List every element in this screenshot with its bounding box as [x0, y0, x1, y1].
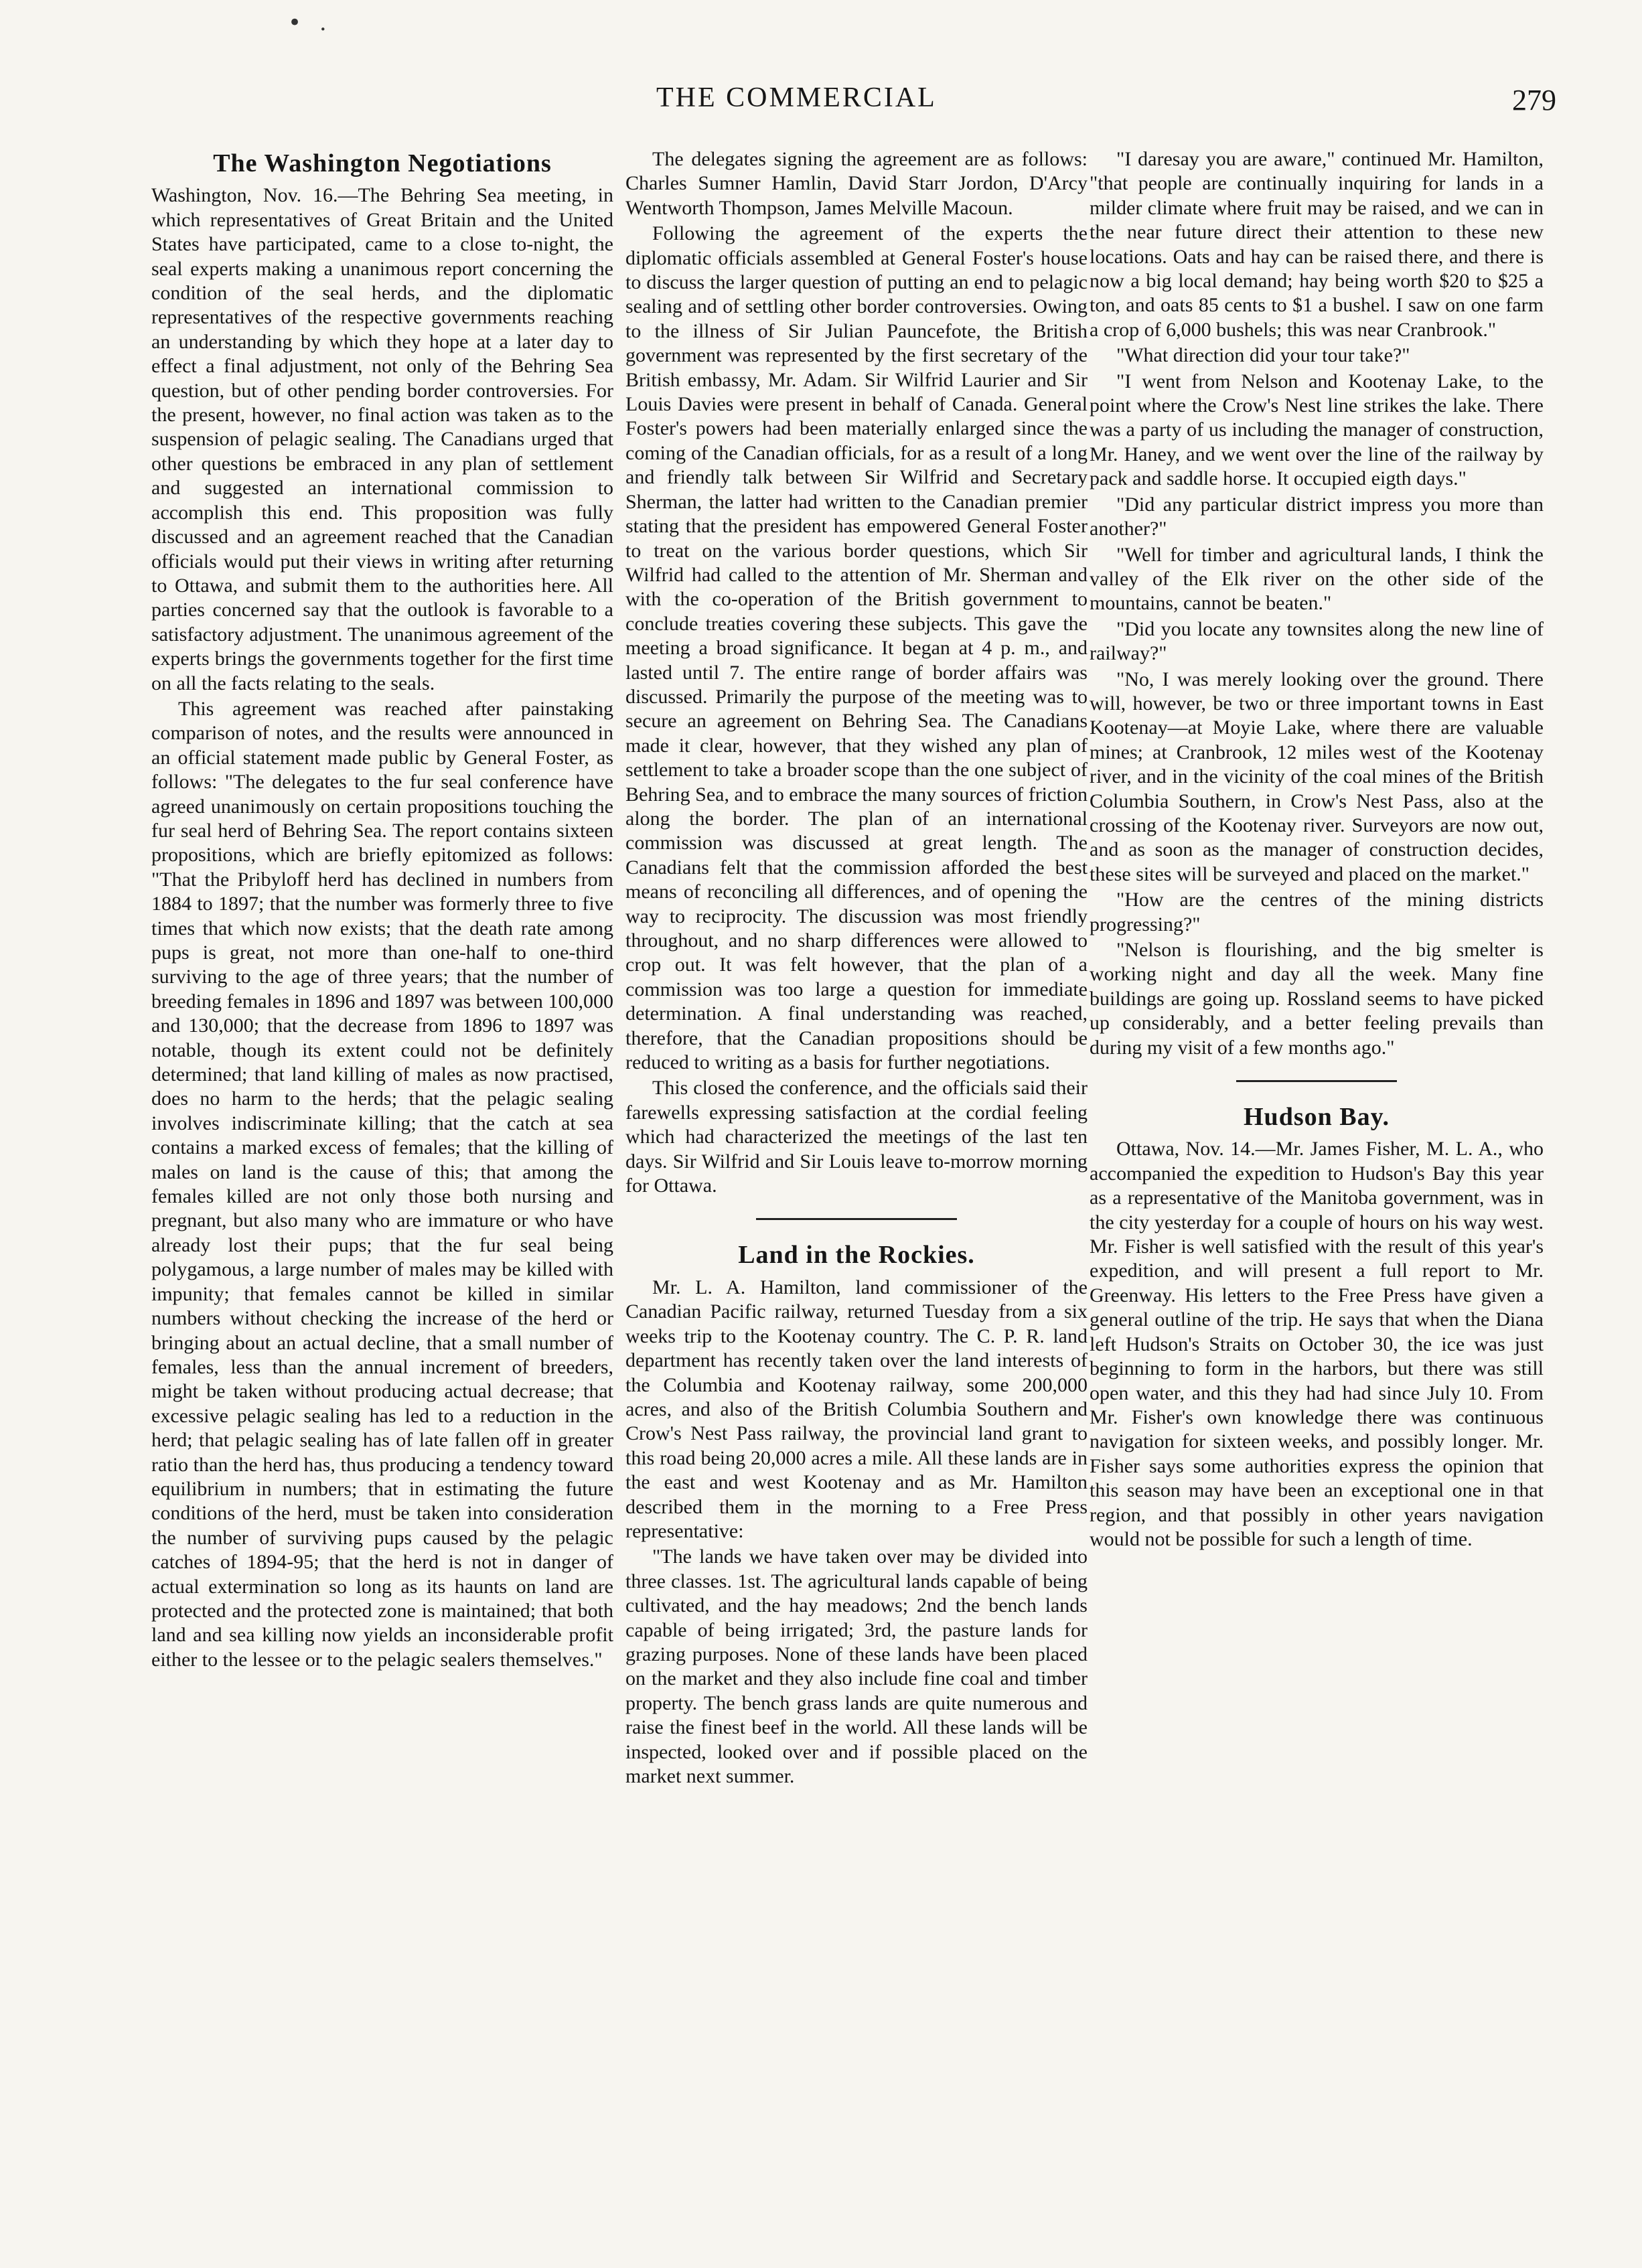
article-title-rockies: Land in the Rockies. — [738, 1241, 975, 1270]
running-head — [0, 82, 1642, 129]
rockies-paragraph-11: "Nelson is flourishing, and the big smelter is working night and day all the week. Many fine buildings are going up. Rossland seems to have picked up considerably, and a better feeling prevails than during my visit of a few months ago." — [1090, 939, 1544, 1059]
rockies-paragraph-9: "No, I was merely looking over the ground. There will, however, be two or three important towns in East Kootenay—at Moyie Lake, where there are valuable mines; at Cranbrook, 12 miles west of the Kootenay river, and in the vicinity of the coal mines of the British Columbia Southern, in Crow's Nest Pass, also at the crossing of the Kootenay river. Surveyors are now out, and as soon as the manager of construction decides, these sites will be surveyed and placed on the market." — [1090, 668, 1544, 885]
journal-title: THE COMMERCIAL — [656, 82, 937, 113]
rockies-paragraph-6: "Did any particular district impress you more than another?" — [1090, 493, 1544, 540]
washington-paragraph-5: This closed the conference, and the officials said their farewells expressing satisfaction at the cordial feeling which had characterized the meetings of the last ten days. Sir Wilfrid and Sir Louis leave to-morrow morning for Ottawa. — [625, 1077, 1088, 1197]
article-title-hudson: Hudson Bay. — [1244, 1103, 1390, 1132]
rockies-paragraph-4: "What direction did your tour take?" — [1116, 344, 1410, 367]
rockies-paragraph-5: "I went from Nelson and Kootenay Lake, to the point where the Crow's Nest line strikes the lake. There was a party of us including the manager of construction, Mr. Haney, and we went over the line of the railway by pack and saddle horse. It occupied eigth days." — [1090, 370, 1544, 490]
hudson-paragraph-1: Ottawa, Nov. 14.—Mr. James Fisher, M. L. A., who accompanied the expedition to Hudson's Bay this year as a representative of the Manitoba government, was in the city yesterday for a couple of hours on his way west. Mr. Fisher is well satisfied with the result of this year's expedition, and will present a full report to Mr. Greenway. His letters to the Free Press have given a general outline of the trip. He says that when the Diana left Hudson's Straits on October 30, the ice was just beginning to form in the harbors, but there was still open water, and this they had had since July 10. From Mr. Fisher's own knowledge there was continuous navigation for sixteen weeks, and possibly longer. Mr. Fisher says some authorities express the opinion that this season may have been an exceptional one in that region, and that possibly in other years navigation would not be possible for such a length of time. — [1090, 1138, 1544, 1550]
rockies-paragraph-2: "The lands we have taken over may be divided into three classes. 1st. The agricultural lands capable of being cultivated, and the hay meadows; 2nd the bench lands capable of being irrigated; 3rd, the pasture lands for grazing purposes. None of these lands have been placed on the market and they also include fine coal and timber property. The bench grass lands are quite numerous and raise the finest beef in the world. All these lands will be inspected, looked over and if possible placed on the market next summer. — [625, 1545, 1088, 1787]
rockies-paragraph-10: "How are the centres of the mining districts progressing?" — [1090, 889, 1544, 935]
washington-paragraph-4: Following the agreement of the experts the diplomatic officials assembled at General Foster's house to discuss the larger question of putting an end to pelagic sealing and of settling other border controversies. Owing to the illness of Sir Julian Pauncefote, the British government was represented by the first secretary of the British embassy, Mr. Adam. Sir Wilfrid Laurier and Sir Louis Davies were present in behalf of Canada. General Foster's powers had been materially enlarged since the coming of the Canadian officials, for as a result of a long and friendly talk between Sir Wilfrid and Secretary Sherman, the latter had written to the Canadian premier stating that the president has empowered General Foster to treat on the various border questions, which Sir Wilfrid had called to the attention of Mr. Sherman and with the co-operation of the British government to conclude treaties covering these subjects. This gave the meeting a broad significance. It began at 4 p. m., and lasted until 7. The entire range of border affairs was discussed. Primarily the purpose of the meeting was to secure an agreement on Behring Sea. The Canadians made it clear, however, that they wished any plan of settlement to take a broader scope than the one subject of Behring Sea, and to embrace the many sources of friction along the border. The plan of an international commission was discussed at great length. The Canadians felt that the commission afforded the best means of reconciling all differences, and of opening the way to reciprocity. The discussion was most friendly throughout, and no sharp differences were allowed to crop out. It was felt however, that the plan of a commission was too large a question for immediate determination. A final understanding was reached, therefore, that the Canadian propositions should be reduced to writing as a basis for further negotiations. — [625, 222, 1088, 1074]
rockies-paragraph-8: "Did you locate any townsites along the new line of railway?" — [1090, 617, 1544, 665]
column-3 — [1090, 147, 1544, 2210]
washington-paragraph-3: The delegates signing the agreement are as follows: Charles Sumner Hamlin, David Starr Jordon, D'Arcy Wentworth Thompson, James Melville Macoun. — [625, 148, 1088, 219]
rockies-paragraph-3: "I daresay you are aware," continued Mr. Hamilton, "that people are continually inquiring for lands in a milder climate where fruit may be raised, and we can in the near future direct their attention to these new locations. Oats and hay can be raised there, and there is now a big local demand; hay being worth $20 to $25 a ton, and oats 85 cents to $1 a bushel. I saw on one farm a crop of 6,000 bushels; this was near Cranbrook." — [1090, 148, 1544, 341]
article-divider — [756, 1218, 957, 1220]
article-divider — [1236, 1080, 1397, 1082]
washington-paragraph-2: This agreement was reached after painstaking comparison of notes, and the results were announced in an official statement made public by General Foster, as follows: "The delegates to the fur seal conference have agreed unanimously on certain propositions touching the fur seal herd of Behring Sea. The report contains sixteen propositions, which are briefly epitomized as follows: "That the Pribyloff herd has declined in numbers from 1884 to 1897; that the number was formerly three to five times that which now exists; that the death rate among pups is great, not more than one-half to one-third surviving to the age of three years; that the number of breeding females in 1896 and 1897 was between 100,000 and 130,000; that the decrease from 1896 to 1897 was notable, though its extent could not be definitely determined; that land killing of males as now practised, does no harm to the herds; that the pelagic sealing involves indiscriminate killing; that the catch at sea contains a marked excess of females; that the killing of males on land is the cause of this; that among the females killed are not only those both nursing and pregnant, but also many who are immature or who have already lost their pups; that the fur seal being polygamous, a large number of males may be killed with impunity; that females cannot be killed in similar numbers without checking the increase of the herd or bringing about an actual decline, that a small number of females, less than the annual increment of breeders, might be taken without producing actual decrease; that excessive pelagic sealing has led to a reduction in the herd; that pelagic sealing has of late fallen off in greater ratio than the herd has, thus producing a tendency toward equilibrium in numbers; that in estimating the future conditions of the herd, must be taken into consideration the number of surviving pups caused by the pelagic catches of 1894-95; that the herd is not in danger of actual extermination so long as its haunts on land are protected and the protected zone is maintained; that both land and sea killing now yields an inconsiderable profit either to the lessee or to the pelagic sealers themselves." — [151, 697, 613, 1671]
article-title-washington: The Washington Negotiations — [213, 149, 552, 177]
column-2 — [625, 147, 1088, 2210]
column-1 — [151, 147, 613, 2210]
page-number: 279 — [1512, 84, 1556, 117]
washington-paragraph-1: Washington, Nov. 16.—The Behring Sea meeting, in which representatives of Great Britain and the United States have participated, came to a close to-night, the seal experts making a unanimous report concerning the condition of the seal herds, and the diplomatic representatives of the respective governments reaching an understanding by which they hope at a later day to effect a final adjustment, not only of the Behring Sea question, but of other pending border controversies. For the present, however, no final action was taken as to the suspension of pelagic sealing. The Canadians urged that other questions be embraced in any plan of settlement and suggested an international commission to accomplish this end. This proposition was fully discussed and an agreement reached that the Canadian officials would put their views in writing after returning to Ottawa, and submit them to the authorities here. All parties concerned say that the outlook is favorable to a satisfactory adjustment. The unanimous agreement of the experts brings the governments together for the first time on all the facts relating to the seals. — [151, 184, 613, 694]
rockies-paragraph-1: Mr. L. A. Hamilton, land commissioner of the Canadian Pacific railway, returned Tuesday from a six weeks trip to the Kootenay country. The C. P. R. land department has recently taken over the land interests of the Columbia and Kootenay railway, some 200,000 acres, and also of the British Columbia Southern and Crow's Nest Pass railway, the provincial land grant to this road being 20,000 acres a mile. All these lands are in the east and west Kootenay and as Mr. Hamilton described them in the morning to a Free Press representative: — [625, 1276, 1088, 1542]
rockies-paragraph-7: "Well for timber and agricultural lands, I think the valley of the Elk river on the other side of the mountains, cannot be beaten." — [1090, 543, 1544, 615]
page-marks: • . — [288, 9, 332, 36]
